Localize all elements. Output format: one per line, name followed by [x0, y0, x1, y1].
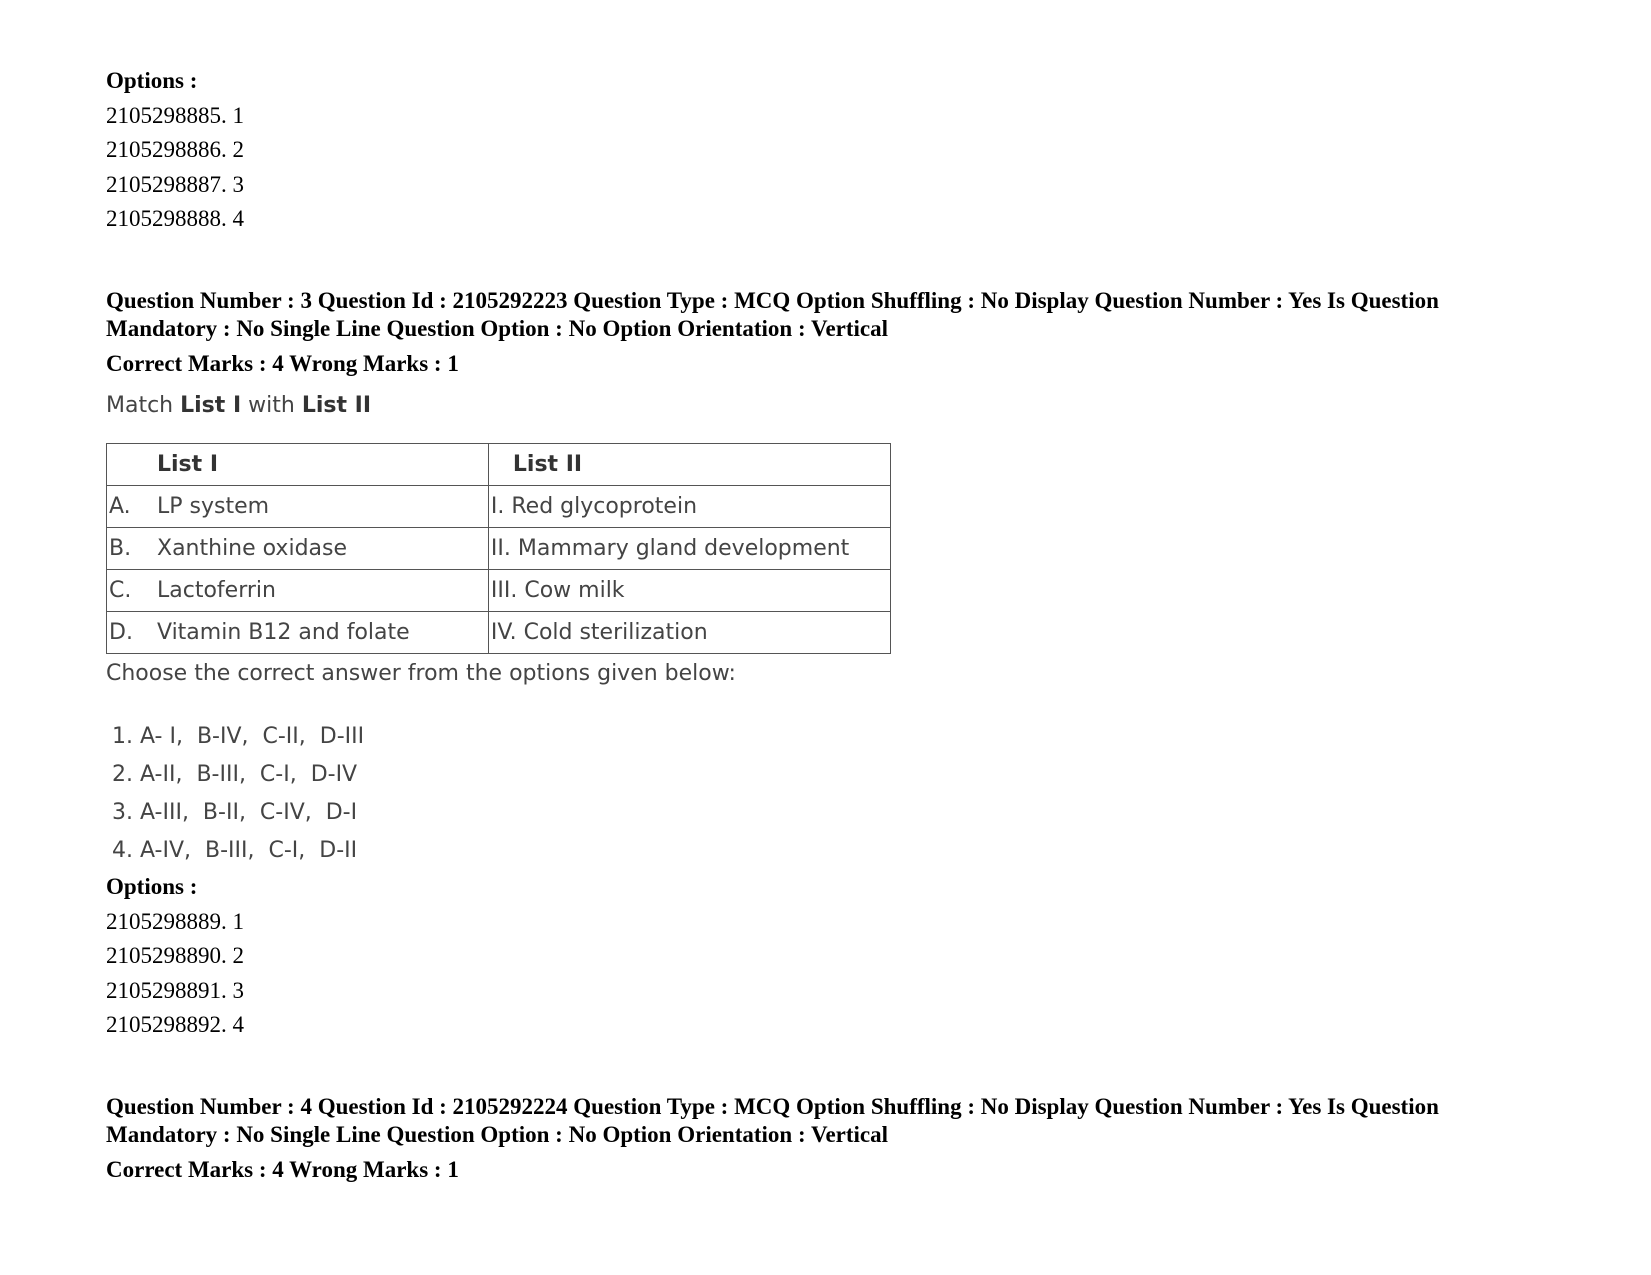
options-block-q3: [106, 870, 1566, 1043]
match-prefix: Match: [106, 393, 181, 418]
table-row: [107, 612, 891, 654]
options-label: Options :: [106, 874, 198, 899]
match-instruction: [106, 389, 1566, 423]
option-item: 2105298887. 3: [106, 171, 244, 197]
option-item: 2105298890. 2: [106, 943, 244, 968]
answer-choices: [106, 718, 1566, 870]
row-letter: B.: [109, 536, 132, 561]
match-with: with: [241, 393, 302, 418]
table-cell-list2: IV. Cold sterilization: [488, 612, 890, 654]
question-marks: Correct Marks : 4 Wrong Marks : 1: [106, 350, 459, 376]
table-cell-list2: III. Cow milk: [488, 570, 890, 612]
answer-choice: 4. A-IV, B-III, C-I, D-II: [112, 838, 358, 863]
match-list1: List I: [180, 393, 242, 418]
table-cell-list1: [107, 612, 489, 654]
option-item: 2105298891. 3: [106, 977, 244, 1003]
option-item: 2105298885. 1: [106, 102, 244, 128]
table-row: [107, 570, 891, 612]
question-meta-line1: Question Number : 4 Question Id : 2105292224 Question Type : MCQ Option Shuffling : No Display Question Number : Yes Is Question: [106, 1093, 1439, 1119]
row-item: LP system: [157, 494, 270, 519]
table-row: [107, 528, 891, 570]
row-letter: D.: [109, 620, 133, 645]
table-header-list1: List I: [107, 444, 489, 486]
row-letter: A.: [109, 494, 131, 519]
answer-choice: 3. A-III, B-II, C-IV, D-I: [112, 800, 358, 825]
table-cell-list2: I. Red glycoprotein: [488, 486, 890, 528]
spacer: [106, 1043, 1566, 1093]
match-list2: List II: [301, 393, 372, 418]
row-item: Xanthine oxidase: [157, 536, 348, 561]
row-letter: C.: [109, 578, 132, 603]
question-4: [106, 1093, 1566, 1188]
question-meta-line2: Mandatory : No Single Line Question Option : No Option Orientation : Vertical: [106, 315, 889, 341]
table-cell-list1: [107, 528, 489, 570]
spacer: [106, 237, 1566, 287]
question-meta-line1: Question Number : 3 Question Id : 2105292223 Question Type : MCQ Option Shuffling : No Display Question Number : Yes Is Question: [106, 287, 1439, 313]
table-cell-list1: [107, 486, 489, 528]
row-item: Vitamin B12 and folate: [157, 620, 410, 645]
row-item: Lactoferrin: [157, 578, 276, 603]
table-row: [107, 486, 891, 528]
table-cell-list2: II. Mammary gland development: [488, 528, 890, 570]
answer-choice: 1. A- I, B-IV, C-II, D-III: [112, 724, 365, 749]
question-marks: Correct Marks : 4 Wrong Marks : 1: [106, 1156, 459, 1182]
answer-choice: 2. A-II, B-III, C-I, D-IV: [112, 762, 358, 787]
options-block-q2: [106, 64, 1566, 237]
question-meta-line2: Mandatory : No Single Line Question Option : No Option Orientation : Vertical: [106, 1121, 889, 1147]
match-table: [106, 443, 891, 654]
document-page: [106, 64, 1566, 1187]
option-item: 2105298888. 4: [106, 206, 244, 231]
option-item: 2105298889. 1: [106, 908, 244, 934]
table-header-row: [107, 444, 891, 486]
question-3: [106, 287, 1566, 1043]
table-header-list2: List II: [488, 444, 890, 486]
table-cell-list1: [107, 570, 489, 612]
choose-instruction: Choose the correct answer from the options given below:: [106, 661, 736, 686]
option-item: 2105298886. 2: [106, 137, 244, 162]
option-item: 2105298892. 4: [106, 1012, 244, 1037]
options-label: Options :: [106, 68, 198, 93]
